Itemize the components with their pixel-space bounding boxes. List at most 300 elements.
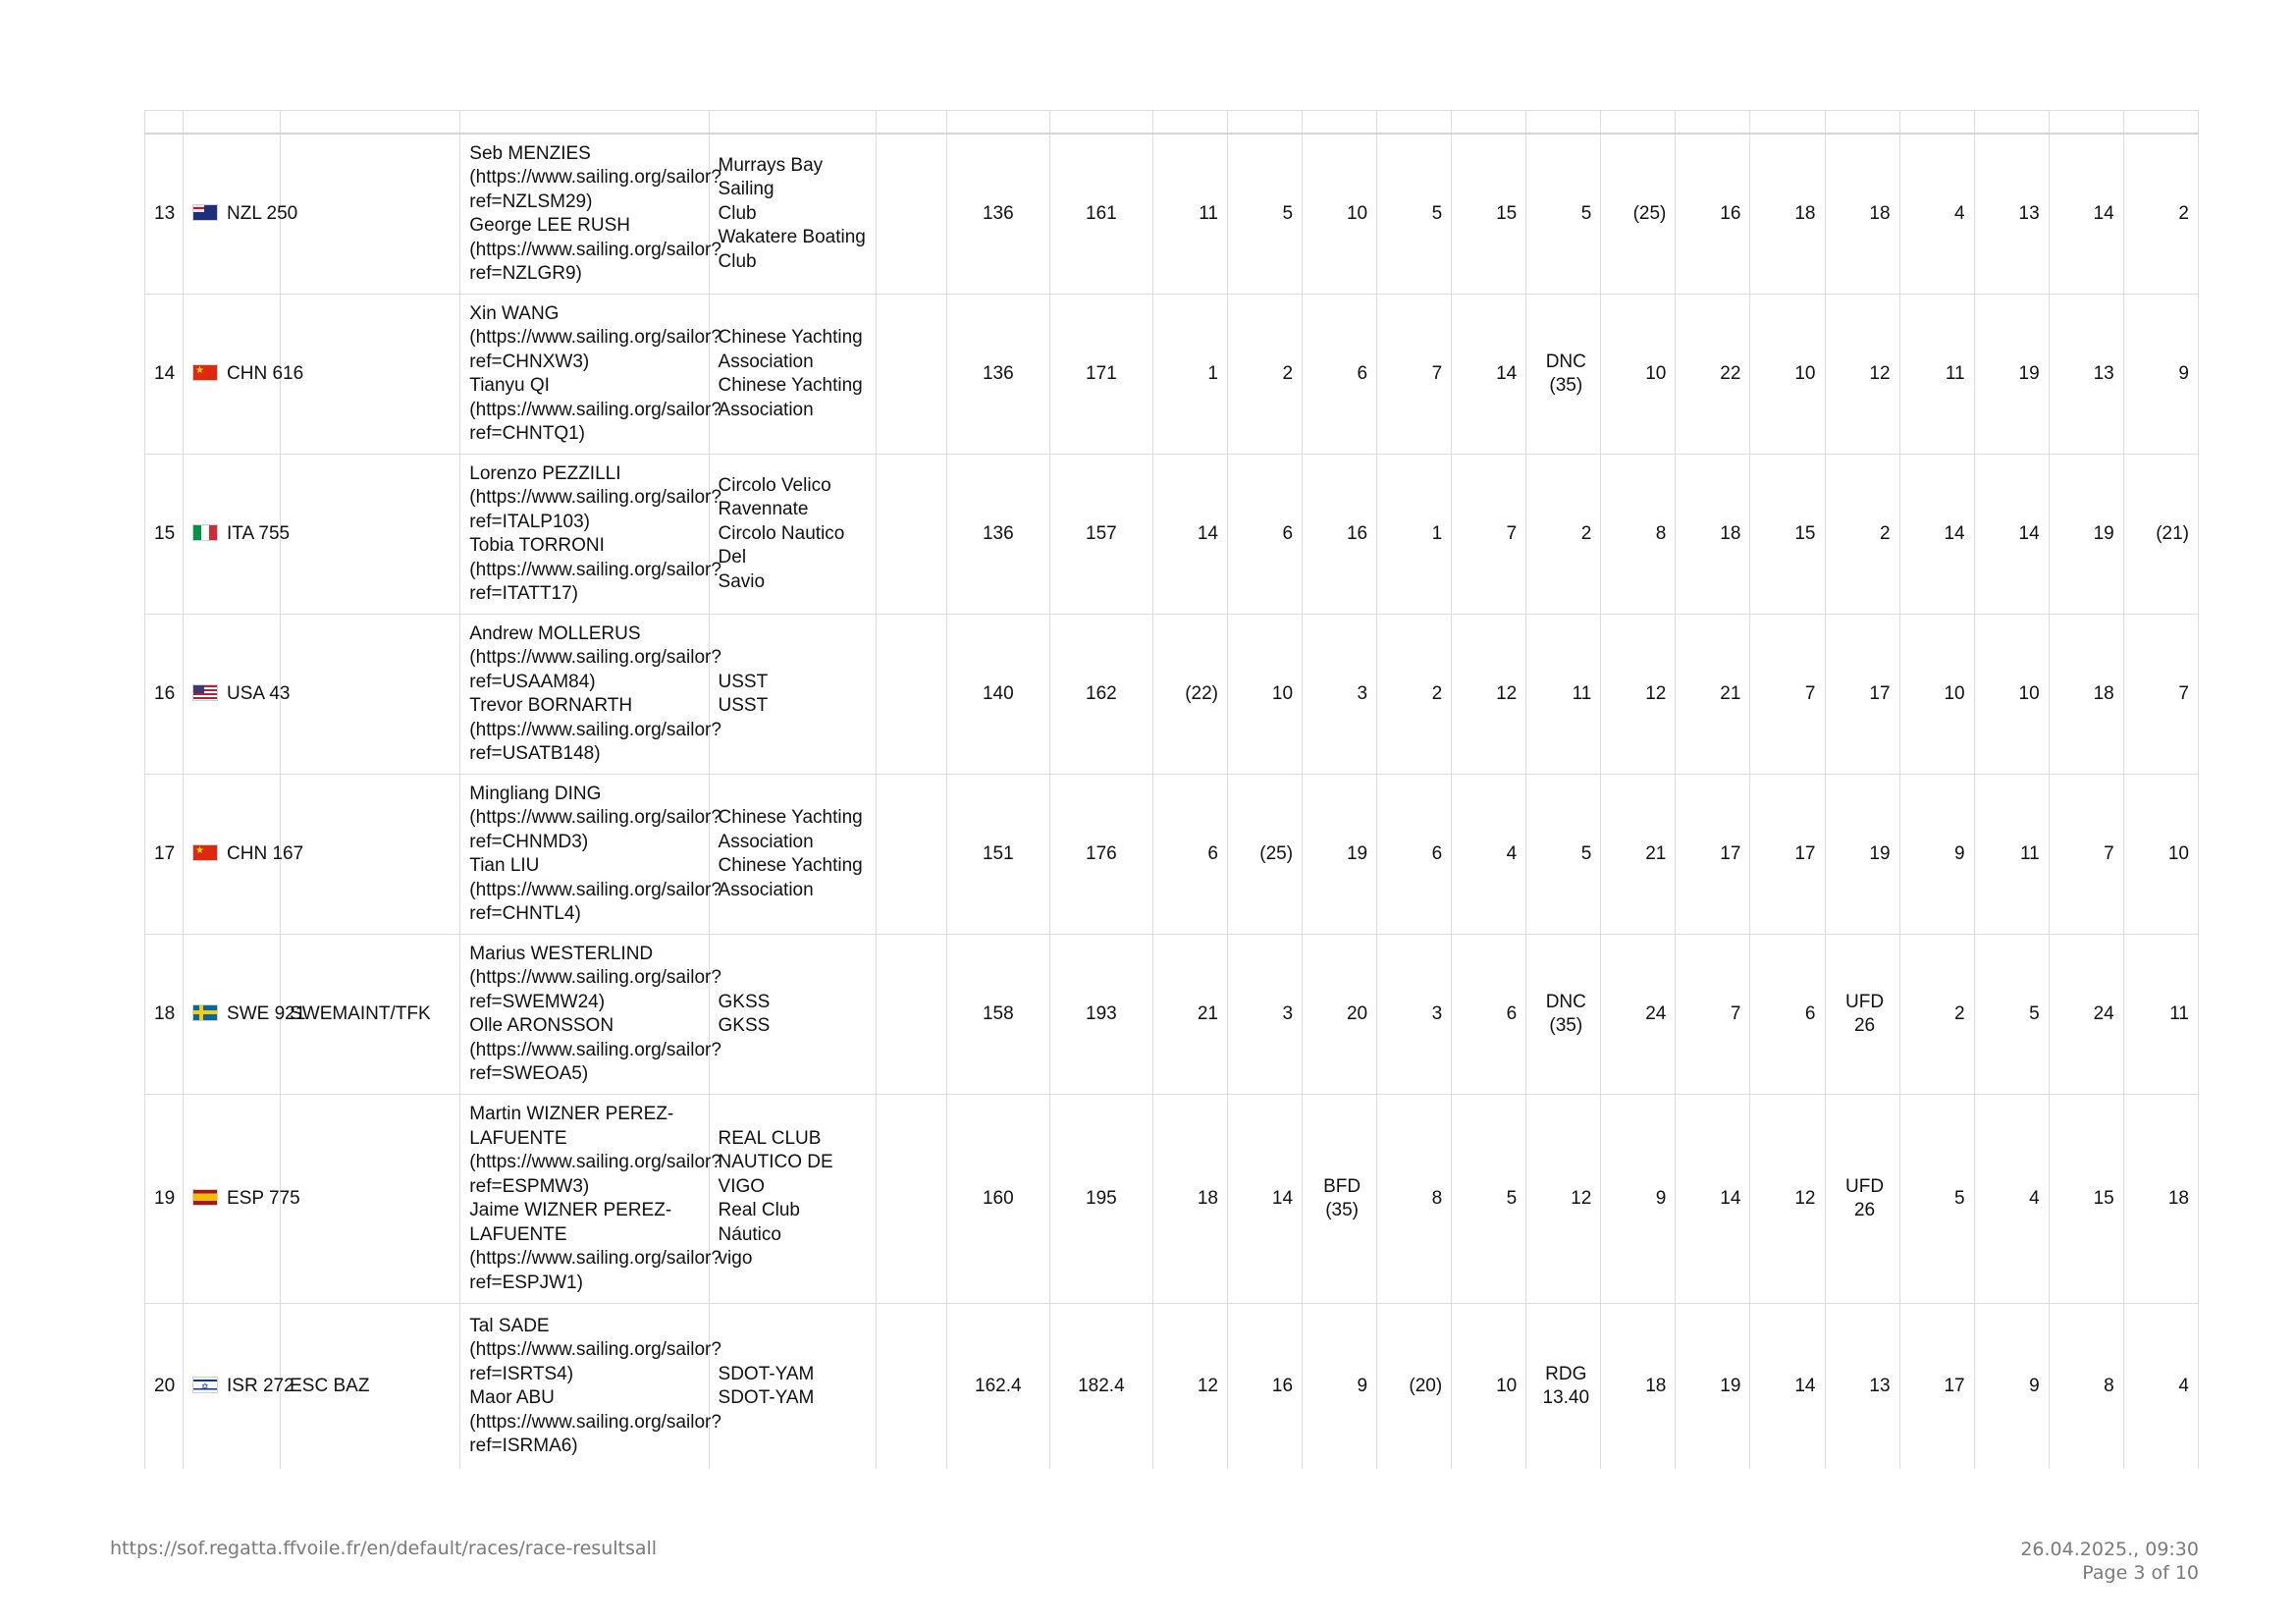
- sail-number-cell: [184, 455, 291, 615]
- race-score-cell: 24: [2049, 935, 2123, 1095]
- race-score-cell: 14: [1974, 455, 2049, 615]
- crew-line[interactable]: (https://www.sailing.org/sailor?: [469, 1152, 721, 1172]
- sail-number: ITA 755: [227, 522, 291, 544]
- crew-line[interactable]: (https://www.sailing.org/sailor?: [469, 1248, 721, 1269]
- header-cell: [1377, 111, 1452, 135]
- total-points-cell: 176: [1049, 775, 1152, 935]
- race-score-cell: 14: [1152, 455, 1227, 615]
- club-name-line: Club: [718, 202, 757, 224]
- club-name-line: SDOT-YAM: [718, 1363, 815, 1384]
- club-name-line: vigo: [718, 1248, 753, 1269]
- crew-line[interactable]: (https://www.sailing.org/sailor?: [469, 719, 721, 740]
- crew-cell: [460, 295, 721, 455]
- net-points-cell: 160: [946, 1095, 1049, 1304]
- crew-name: Maor ABU: [469, 1387, 555, 1408]
- spacer-cell: [876, 775, 946, 935]
- table-row: [145, 615, 2199, 775]
- club-name-line: USST: [718, 671, 769, 692]
- race-score-cell: 7: [1676, 935, 1750, 1095]
- race-score-cell: 10: [1899, 615, 1974, 775]
- header-cell: [1303, 111, 1377, 135]
- crew-name: Tobia TORRONI: [469, 535, 605, 556]
- race-score-cell: 14: [1899, 455, 1974, 615]
- race-score-cell: 24: [1601, 935, 1676, 1095]
- crew-line: LAFUENTE: [469, 1223, 567, 1245]
- total-points-cell: 171: [1049, 295, 1152, 455]
- club-name-line: Ravennate: [718, 499, 809, 520]
- race-score-cell: 19: [1676, 1304, 1750, 1470]
- club-code-cell: [281, 295, 460, 455]
- club-name-line: Savio: [718, 570, 766, 592]
- crew-name: Tal SADE: [469, 1315, 550, 1336]
- table-row: [145, 1304, 2199, 1470]
- race-score-cell: 19: [2049, 455, 2123, 615]
- race-score-cell: 14: [1228, 1095, 1303, 1304]
- race-score-cell: 18: [1825, 134, 1899, 295]
- crew-name: Marius WESTERLIND: [469, 943, 654, 964]
- race-score-cell: 16: [1676, 134, 1750, 295]
- crew-line[interactable]: (https://www.sailing.org/sailor?: [469, 327, 721, 348]
- club-name-line: GKSS: [718, 991, 771, 1012]
- crew-line[interactable]: ref=CHNXW3): [469, 351, 590, 372]
- race-score-cell: (22): [1152, 615, 1227, 775]
- crew-line[interactable]: (https://www.sailing.org/sailor?: [469, 239, 721, 260]
- crew-line[interactable]: ref=CHNTL4): [469, 903, 581, 924]
- net-points-cell: 151: [946, 775, 1049, 935]
- footer-datetime: 26.04.2025., 09:30: [2020, 1539, 2199, 1560]
- race-score-cell: DNC (35): [1526, 295, 1601, 455]
- chn-flag-icon: [192, 364, 218, 381]
- table-row: [145, 935, 2199, 1095]
- race-score-cell: 5: [1228, 134, 1303, 295]
- crew-line[interactable]: ref=SWEMW24): [469, 991, 606, 1012]
- spacer-cell: [876, 455, 946, 615]
- crew-name: Tianyu QI: [469, 375, 550, 396]
- race-score-cell: 15: [2049, 1095, 2123, 1304]
- race-score-cell: 14: [1452, 295, 1526, 455]
- race-score-cell: 2: [1899, 935, 1974, 1095]
- nzl-flag-icon: [192, 204, 218, 221]
- race-score-cell: 15: [1452, 134, 1526, 295]
- race-score-cell: 11: [1899, 295, 1974, 455]
- sail-number: NZL 250: [227, 202, 298, 224]
- race-score-cell: 10: [1452, 1304, 1526, 1470]
- header-cell: [1825, 111, 1899, 135]
- race-score-cell: 17: [1676, 775, 1750, 935]
- race-score-cell: 9: [1601, 1095, 1676, 1304]
- race-score-cell: 6: [1452, 935, 1526, 1095]
- race-score-cell: 14: [2049, 134, 2123, 295]
- race-score-cell: 7: [1452, 455, 1526, 615]
- header-cell: [2049, 111, 2123, 135]
- race-score-cell: 1: [1377, 455, 1452, 615]
- header-cell: [1676, 111, 1750, 135]
- sail-number-cell: [184, 1304, 294, 1470]
- crew-line: LAFUENTE: [469, 1127, 567, 1149]
- total-points-cell: 182.4: [1049, 1304, 1152, 1470]
- header-cell: [145, 111, 184, 135]
- club-code-cell: [281, 775, 460, 935]
- crew-cell: [460, 1095, 721, 1304]
- race-score-cell: 12: [1601, 615, 1676, 775]
- crew-line[interactable]: ref=ITATT17): [469, 583, 578, 604]
- race-score-cell: 11: [1152, 134, 1227, 295]
- race-score-cell: 2: [1228, 295, 1303, 455]
- table-row: [145, 1095, 2199, 1304]
- race-score-cell: 6: [1152, 775, 1227, 935]
- race-score-cell: DNC (35): [1526, 935, 1601, 1095]
- table-row: [145, 455, 2199, 615]
- race-score-cell: 5: [1974, 935, 2049, 1095]
- club-name-line: Wakatere Boating: [718, 227, 866, 248]
- ita-flag-icon: [192, 524, 218, 541]
- crew-name: Trevor BORNARTH: [469, 695, 633, 716]
- race-score-cell: 6: [1228, 455, 1303, 615]
- club-name-line: Chinese Yachting: [718, 807, 863, 828]
- net-points-cell: 136: [946, 455, 1049, 615]
- footer-date-page: [2020, 1538, 2199, 1585]
- race-score-cell: 7: [2049, 775, 2123, 935]
- esp-flag-icon: [192, 1189, 218, 1206]
- race-score-cell: 10: [2123, 775, 2198, 935]
- club-name-line: Association: [718, 831, 814, 852]
- crew-cell: [460, 615, 721, 775]
- header-cell: [1152, 111, 1227, 135]
- spacer-cell: [876, 615, 946, 775]
- isr-flag-icon: [192, 1377, 218, 1393]
- race-score-cell: 19: [1303, 775, 1377, 935]
- club-name-line: Circolo Velico: [718, 474, 831, 496]
- table-header-row: [145, 111, 2199, 135]
- header-cell: [281, 111, 460, 135]
- results-table: [144, 110, 2199, 1469]
- crew-name: Seb MENZIES: [469, 142, 591, 164]
- race-score-cell: 18: [1676, 455, 1750, 615]
- race-score-cell: 17: [1750, 775, 1825, 935]
- crew-line[interactable]: (https://www.sailing.org/sailor?: [469, 167, 721, 188]
- race-score-cell: 6: [1377, 775, 1452, 935]
- crew-name: Lorenzo PEZZILLI: [469, 462, 621, 484]
- club-code-cell: [281, 1095, 460, 1304]
- race-score-cell: 10: [1601, 295, 1676, 455]
- race-score-cell: 3: [1228, 935, 1303, 1095]
- race-score-cell: 19: [1974, 295, 2049, 455]
- club-name-line: REAL CLUB: [718, 1127, 822, 1149]
- race-score-cell: 14: [1750, 1304, 1825, 1470]
- sail-number: SWE 921: [227, 1002, 306, 1024]
- crew-line[interactable]: ref=ESPMW3): [469, 1175, 590, 1197]
- net-points-cell: 140: [946, 615, 1049, 775]
- race-score-cell: 3: [1303, 615, 1377, 775]
- crew-name: Martin WIZNER PEREZ-: [469, 1104, 674, 1124]
- crew-line[interactable]: ref=NZLGR9): [469, 263, 582, 284]
- crew-line[interactable]: (https://www.sailing.org/sailor?: [469, 399, 721, 420]
- footer-page-number: Page 3 of 10: [2082, 1562, 2199, 1584]
- crew-line[interactable]: ref=ESPJW1): [469, 1272, 583, 1293]
- race-score-cell: 5: [1377, 134, 1452, 295]
- header-cell: [1228, 111, 1303, 135]
- rank-cell: 16: [145, 615, 184, 775]
- club-code-cell: [281, 134, 460, 295]
- race-score-cell: 10: [1750, 295, 1825, 455]
- crew-cell: [460, 1304, 721, 1470]
- crew-cell: [460, 455, 721, 615]
- net-points-cell: 158: [946, 935, 1049, 1095]
- race-score-cell: 3: [1377, 935, 1452, 1095]
- club-name-line: SDOT-YAM: [718, 1387, 815, 1408]
- club-name-cell: [709, 775, 876, 935]
- crew-line[interactable]: ref=CHNMD3): [469, 831, 589, 852]
- club-name-line: Association: [718, 399, 814, 420]
- header-cell: [946, 111, 1049, 135]
- race-score-cell: 5: [1899, 1095, 1974, 1304]
- club-name-cell: [709, 1304, 876, 1470]
- club-name-line: VIGO: [718, 1175, 766, 1197]
- table-row: [145, 134, 2199, 295]
- club-name-line: Association: [718, 879, 814, 900]
- race-score-cell: 6: [1303, 295, 1377, 455]
- race-score-cell: UFD 26: [1825, 935, 1899, 1095]
- net-points-cell: 136: [946, 134, 1049, 295]
- total-points-cell: 195: [1049, 1095, 1152, 1304]
- sail-number: ESP 775: [227, 1187, 300, 1209]
- race-score-cell: (25): [1228, 775, 1303, 935]
- crew-line[interactable]: (https://www.sailing.org/sailor?: [469, 1039, 721, 1060]
- crew-line[interactable]: (https://www.sailing.org/sailor?: [469, 967, 721, 988]
- race-score-cell: 16: [1303, 455, 1377, 615]
- club-name-line: Murrays Bay Sailing: [718, 154, 824, 200]
- club-name-cell: [709, 935, 876, 1095]
- spacer-cell: [876, 1304, 946, 1470]
- race-score-cell: 1: [1152, 295, 1227, 455]
- crew-line[interactable]: (https://www.sailing.org/sailor?: [469, 807, 721, 828]
- race-score-cell: 2: [2123, 134, 2198, 295]
- race-score-cell: 10: [1303, 134, 1377, 295]
- header-cell: [709, 111, 876, 135]
- footer-url: https://sof.regatta.ffvoile.fr/en/default/races/race-resultsall: [110, 1538, 658, 1559]
- rank-cell: 19: [145, 1095, 184, 1304]
- race-score-cell: 4: [2123, 1304, 2198, 1470]
- race-score-cell: 4: [1899, 134, 1974, 295]
- header-cell: [1526, 111, 1601, 135]
- club-name-cell: [709, 134, 876, 295]
- race-score-cell: 9: [2123, 295, 2198, 455]
- race-score-cell: 18: [2123, 1095, 2198, 1304]
- club-name-line: NAUTICO DE: [718, 1152, 833, 1172]
- race-score-cell: 19: [1825, 775, 1899, 935]
- race-score-cell: (25): [1601, 134, 1676, 295]
- sail-number-cell: [184, 134, 298, 295]
- spacer-cell: [876, 134, 946, 295]
- club-name-line: Chinese Yachting: [718, 375, 863, 396]
- net-points-cell: 136: [946, 295, 1049, 455]
- race-score-cell: 20: [1303, 935, 1377, 1095]
- rank-cell: 14: [145, 295, 184, 455]
- race-score-cell: 13: [1974, 134, 2049, 295]
- race-score-cell: 8: [2049, 1304, 2123, 1470]
- crew-line[interactable]: ref=NZLSM29): [469, 190, 593, 212]
- club-code-cell: [281, 615, 460, 775]
- club-name-line: Chinese Yachting: [718, 855, 863, 876]
- race-score-cell: 17: [1899, 1304, 1974, 1470]
- club-name-cell: [709, 455, 876, 615]
- race-score-cell: 2: [1377, 615, 1452, 775]
- spacer-cell: [876, 295, 946, 455]
- header-cell: [1452, 111, 1526, 135]
- club-name-line: GKSS: [718, 1015, 771, 1036]
- race-score-cell: 15: [1750, 455, 1825, 615]
- club-code-cell: ESC BAZ: [281, 1304, 460, 1470]
- total-points-cell: 161: [1049, 134, 1152, 295]
- crew-line[interactable]: ref=ISRTS4): [469, 1363, 574, 1384]
- race-score-cell: 18: [2049, 615, 2123, 775]
- rank-cell: 13: [145, 134, 184, 295]
- race-score-cell: 18: [1601, 1304, 1676, 1470]
- crew-cell: [460, 775, 721, 935]
- crew-line[interactable]: (https://www.sailing.org/sailor?: [469, 559, 721, 580]
- sail-number-cell: [184, 615, 291, 775]
- race-score-cell: 22: [1676, 295, 1750, 455]
- crew-line: Jaime WIZNER PEREZ-: [469, 1200, 672, 1220]
- club-name-line: Real Club Náutico: [718, 1200, 800, 1245]
- race-score-cell: 5: [1452, 1095, 1526, 1304]
- sail-number: ISR 272: [227, 1375, 294, 1396]
- race-score-cell: 21: [1152, 935, 1227, 1095]
- race-score-cell: 12: [1750, 1095, 1825, 1304]
- crew-name: George LEE RUSH: [469, 215, 630, 236]
- chn-flag-icon: [192, 844, 218, 861]
- race-score-cell: 7: [1750, 615, 1825, 775]
- race-score-cell: 21: [1601, 775, 1676, 935]
- race-score-cell: 10: [1228, 615, 1303, 775]
- club-code-cell: [281, 455, 460, 615]
- header-cell: [1049, 111, 1152, 135]
- race-score-cell: 13: [1825, 1304, 1899, 1470]
- race-score-cell: 4: [1974, 1095, 2049, 1304]
- crew-line[interactable]: ref=SWEOA5): [469, 1063, 589, 1084]
- crew-cell: [460, 935, 721, 1095]
- table-row: [145, 775, 2199, 935]
- crew-line[interactable]: (https://www.sailing.org/sailor?: [469, 879, 721, 900]
- race-score-cell: 9: [1303, 1304, 1377, 1470]
- crew-name: Tian LIU: [469, 855, 540, 876]
- club-name-cell: [709, 295, 876, 455]
- crew-line[interactable]: ref=USATB148): [469, 743, 601, 764]
- crew-line[interactable]: (https://www.sailing.org/sailor?: [469, 487, 721, 508]
- race-score-cell: 13: [2049, 295, 2123, 455]
- club-name-line: Association: [718, 351, 814, 372]
- rank-cell: 15: [145, 455, 184, 615]
- rank-cell: 17: [145, 775, 184, 935]
- header-cell: [460, 111, 709, 135]
- header-cell: [184, 111, 281, 135]
- race-score-cell: 18: [1152, 1095, 1227, 1304]
- rank-cell: 20: [145, 1304, 184, 1470]
- crew-name: Olle ARONSSON: [469, 1015, 614, 1036]
- race-score-cell: 21: [1676, 615, 1750, 775]
- race-score-cell: 11: [1974, 775, 2049, 935]
- club-name-line: Circolo Nautico Del: [718, 522, 845, 568]
- race-score-cell: 14: [1676, 1095, 1750, 1304]
- club-name-cell: [709, 1095, 876, 1304]
- race-score-cell: 12: [1825, 295, 1899, 455]
- race-score-cell: 10: [1974, 615, 2049, 775]
- race-score-cell: 8: [1601, 455, 1676, 615]
- club-name-line: Chinese Yachting: [718, 327, 863, 348]
- total-points-cell: 193: [1049, 935, 1152, 1095]
- race-score-cell: 9: [1974, 1304, 2049, 1470]
- header-cell: [1974, 111, 2049, 135]
- header-cell: [1899, 111, 1974, 135]
- crew-line[interactable]: (https://www.sailing.org/sailor?: [469, 647, 721, 668]
- race-score-cell: 7: [2123, 615, 2198, 775]
- crew-line[interactable]: (https://www.sailing.org/sailor?: [469, 1411, 721, 1433]
- race-score-cell: 4: [1452, 775, 1526, 935]
- crew-line[interactable]: (https://www.sailing.org/sailor?: [469, 1339, 721, 1360]
- race-score-cell: 11: [2123, 935, 2198, 1095]
- race-score-cell: (20): [1377, 1304, 1452, 1470]
- swe-flag-icon: [192, 1004, 218, 1021]
- crew-name: Andrew MOLLERUS: [469, 623, 641, 644]
- crew-cell: [460, 134, 721, 295]
- sail-number-cell: [184, 1095, 300, 1304]
- header-cell: [1750, 111, 1825, 135]
- race-score-cell: 11: [1526, 615, 1601, 775]
- sail-number-cell: [184, 295, 304, 455]
- crew-line[interactable]: ref=CHNTQ1): [469, 423, 586, 444]
- race-score-cell: (21): [2123, 455, 2198, 615]
- header-cell: [1601, 111, 1676, 135]
- club-code-cell: SWEMAINT/TFK: [281, 935, 460, 1095]
- crew-line[interactable]: ref=USAAM84): [469, 671, 596, 692]
- race-score-cell: 5: [1526, 134, 1601, 295]
- total-points-cell: 157: [1049, 455, 1152, 615]
- usa-flag-icon: [192, 684, 218, 701]
- race-score-cell: 18: [1750, 134, 1825, 295]
- race-score-cell: 9: [1899, 775, 1974, 935]
- race-score-cell: 12: [1152, 1304, 1227, 1470]
- race-score-cell: 7: [1377, 295, 1452, 455]
- club-name-cell: [709, 615, 876, 775]
- header-cell: [2123, 111, 2198, 135]
- total-points-cell: 162: [1049, 615, 1152, 775]
- club-name-line: Club: [718, 250, 757, 272]
- sail-number-cell: [184, 775, 304, 935]
- race-score-cell: 2: [1526, 455, 1601, 615]
- spacer-cell: [876, 935, 946, 1095]
- crew-name: Xin WANG: [469, 302, 560, 324]
- table-row: [145, 295, 2199, 455]
- crew-line[interactable]: ref=ITALP103): [469, 511, 590, 532]
- race-score-cell: 5: [1526, 775, 1601, 935]
- sail-number: USA 43: [227, 682, 291, 704]
- spacer-cell: [876, 1095, 946, 1304]
- crew-line[interactable]: ref=ISRMA6): [469, 1435, 578, 1456]
- race-score-cell: BFD (35): [1303, 1095, 1377, 1304]
- race-score-cell: 2: [1825, 455, 1899, 615]
- race-score-cell: 12: [1526, 1095, 1601, 1304]
- race-score-cell: 12: [1452, 615, 1526, 775]
- race-score-cell: 16: [1228, 1304, 1303, 1470]
- race-score-cell: UFD 26: [1825, 1095, 1899, 1304]
- sail-number-cell: [184, 935, 306, 1095]
- race-score-cell: 17: [1825, 615, 1899, 775]
- header-cell: [876, 111, 946, 135]
- club-name-line: USST: [718, 695, 769, 716]
- race-score-cell: 6: [1750, 935, 1825, 1095]
- crew-name: Mingliang DING: [469, 783, 602, 804]
- rank-cell: 18: [145, 935, 184, 1095]
